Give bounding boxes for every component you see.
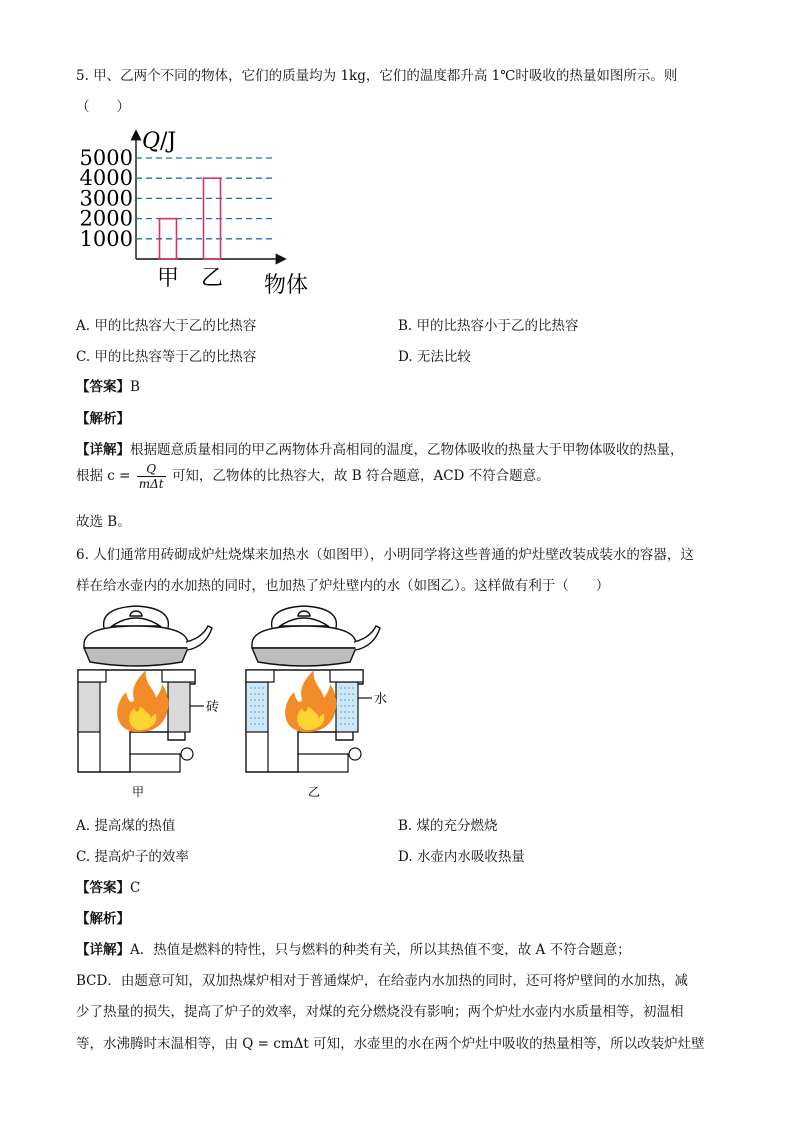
q5-option-a: A. 甲的比热容大于乙的比热容 <box>76 318 257 334</box>
q6-stem-line1: 6. 人们通常用砖砌成炉灶烧煤来加热水（如图甲），小明同学将这些普通的炉灶壁改装成装水的容器，这 <box>76 547 694 563</box>
kettle-spout <box>186 626 212 650</box>
kettle-water <box>252 648 356 666</box>
detail-text: A．热值是燃料的特性，只与燃料的种类有关，所以其热值不变，故 A 不符合题意； <box>130 942 631 958</box>
fraction-numerator: Q <box>137 462 166 477</box>
kettle-lid <box>112 618 160 626</box>
kettle-body <box>84 626 188 648</box>
detail-label: 【详解】 <box>76 442 130 458</box>
y-tick-label-2000: 2000 <box>79 206 133 231</box>
q5-option-d: D. 无法比较 <box>398 349 471 365</box>
detail-text: 根据题意质量相同的甲乙两物体升高相同的温度，乙物体吸收的热量大于甲物体吸收的热量， <box>130 442 684 458</box>
q6-detail-line1 <box>76 938 631 958</box>
stove-knob <box>349 748 361 760</box>
q6-figure <box>70 604 400 800</box>
y-tick-label-1000: 1000 <box>79 226 133 251</box>
stove-top-left <box>246 670 274 682</box>
x-axis-label: 物体 <box>264 273 309 298</box>
q5-conclusion: 故选 B。 <box>76 514 131 530</box>
water-wall-left <box>246 682 268 732</box>
x-tick-label-1: 乙 <box>200 266 224 291</box>
q5-bracket: （ ） <box>76 99 130 115</box>
kettle-body <box>252 626 356 648</box>
q6-option-d: D. 水壶内水吸收热量 <box>398 849 525 865</box>
answer-value: B <box>130 379 140 395</box>
fraction-denominator: mΔt <box>138 477 164 491</box>
kettle-lid <box>280 618 328 626</box>
answer-label: 【答案】 <box>76 379 130 395</box>
q6-detail-line4: 等，水沸腾时末温相等，由 Q = cmΔt 可知，水壶里的水在两个炉灶中吸收的热量相等，所以改装炉灶壁 <box>76 1036 705 1052</box>
y-tick-label-3000: 3000 <box>79 186 133 211</box>
q5-analysis-label: 【解析】 <box>76 411 130 427</box>
q5-answer <box>76 375 140 395</box>
y-axis-label-unit: /J <box>160 129 177 154</box>
kettle-lid-knob <box>298 611 310 616</box>
q5-stem: 5. 甲、乙两个不同的物体，它们的质量均为 1kg，它们的温度都升高 1℃时吸收的热量如图所示。则 <box>76 68 678 84</box>
q6-stem-line2: 样在给水壶内的水加热的同时，也加热了炉灶壁内的水（如图乙）。这样做有利于（ ） <box>76 578 610 594</box>
q6-detail-line3: 少了热量的损失，提高了炉子的效率，对煤的充分燃烧没有影响；两个炉灶水壶内水质量相等，初温相 <box>76 1004 684 1020</box>
q6-option-c: C. 提高炉子的效率 <box>76 849 189 865</box>
y-tick-label-4000: 4000 <box>79 166 133 191</box>
y-tick-label-5000: 5000 <box>79 146 133 170</box>
figure-left-caption: 甲 <box>132 785 145 799</box>
stove-top-left <box>78 670 106 682</box>
q6-option-b: B. 煤的充分燃烧 <box>398 818 498 834</box>
q5-option-c: C. 甲的比热容等于乙的比热容 <box>76 349 257 365</box>
q6-detail-line2: BCD．由题意可知，双加热煤炉相对于普通煤炉，在给壶内水加热的同时，还可将炉壁间的水加热，减 <box>76 973 688 989</box>
formula-suffix: 可知，乙物体的比热容大，故 B 符合题意，ACD 不符合题意。 <box>171 468 550 484</box>
brick-wall-right <box>168 682 190 732</box>
q6-answer <box>76 876 140 896</box>
answer-label: 【答案】 <box>76 880 130 896</box>
label-brick: 砖 <box>206 700 220 715</box>
stove-right <box>246 606 387 799</box>
q5-detail-line2 <box>76 462 550 491</box>
brick-wall-left <box>78 682 100 732</box>
kettle-spout <box>354 626 380 650</box>
kettle-lid-knob <box>130 611 142 616</box>
kettle-water <box>84 648 188 666</box>
formula-fraction <box>137 462 166 491</box>
q5-option-b: B. 甲的比热容小于乙的比热容 <box>398 318 579 334</box>
stove-top-right <box>330 670 363 682</box>
q6-analysis-label: 【解析】 <box>76 911 130 927</box>
formula-prefix: 根据 c = <box>76 468 131 484</box>
label-water: 水 <box>374 692 388 707</box>
stove-top-right <box>162 670 195 682</box>
water-wall-right <box>336 682 358 732</box>
detail-label: 【详解】 <box>76 942 130 958</box>
y-axis-label-q: Q <box>142 129 161 154</box>
stove-knob <box>181 748 193 760</box>
q6-option-a: A. 提高煤的热值 <box>76 818 176 834</box>
q5-chart <box>76 124 326 300</box>
q5-detail-line1 <box>76 438 684 458</box>
stove-left <box>78 606 219 799</box>
figure-right-caption: 乙 <box>308 785 321 799</box>
x-tick-label-0: 甲 <box>156 266 180 291</box>
answer-value: C <box>130 880 141 896</box>
